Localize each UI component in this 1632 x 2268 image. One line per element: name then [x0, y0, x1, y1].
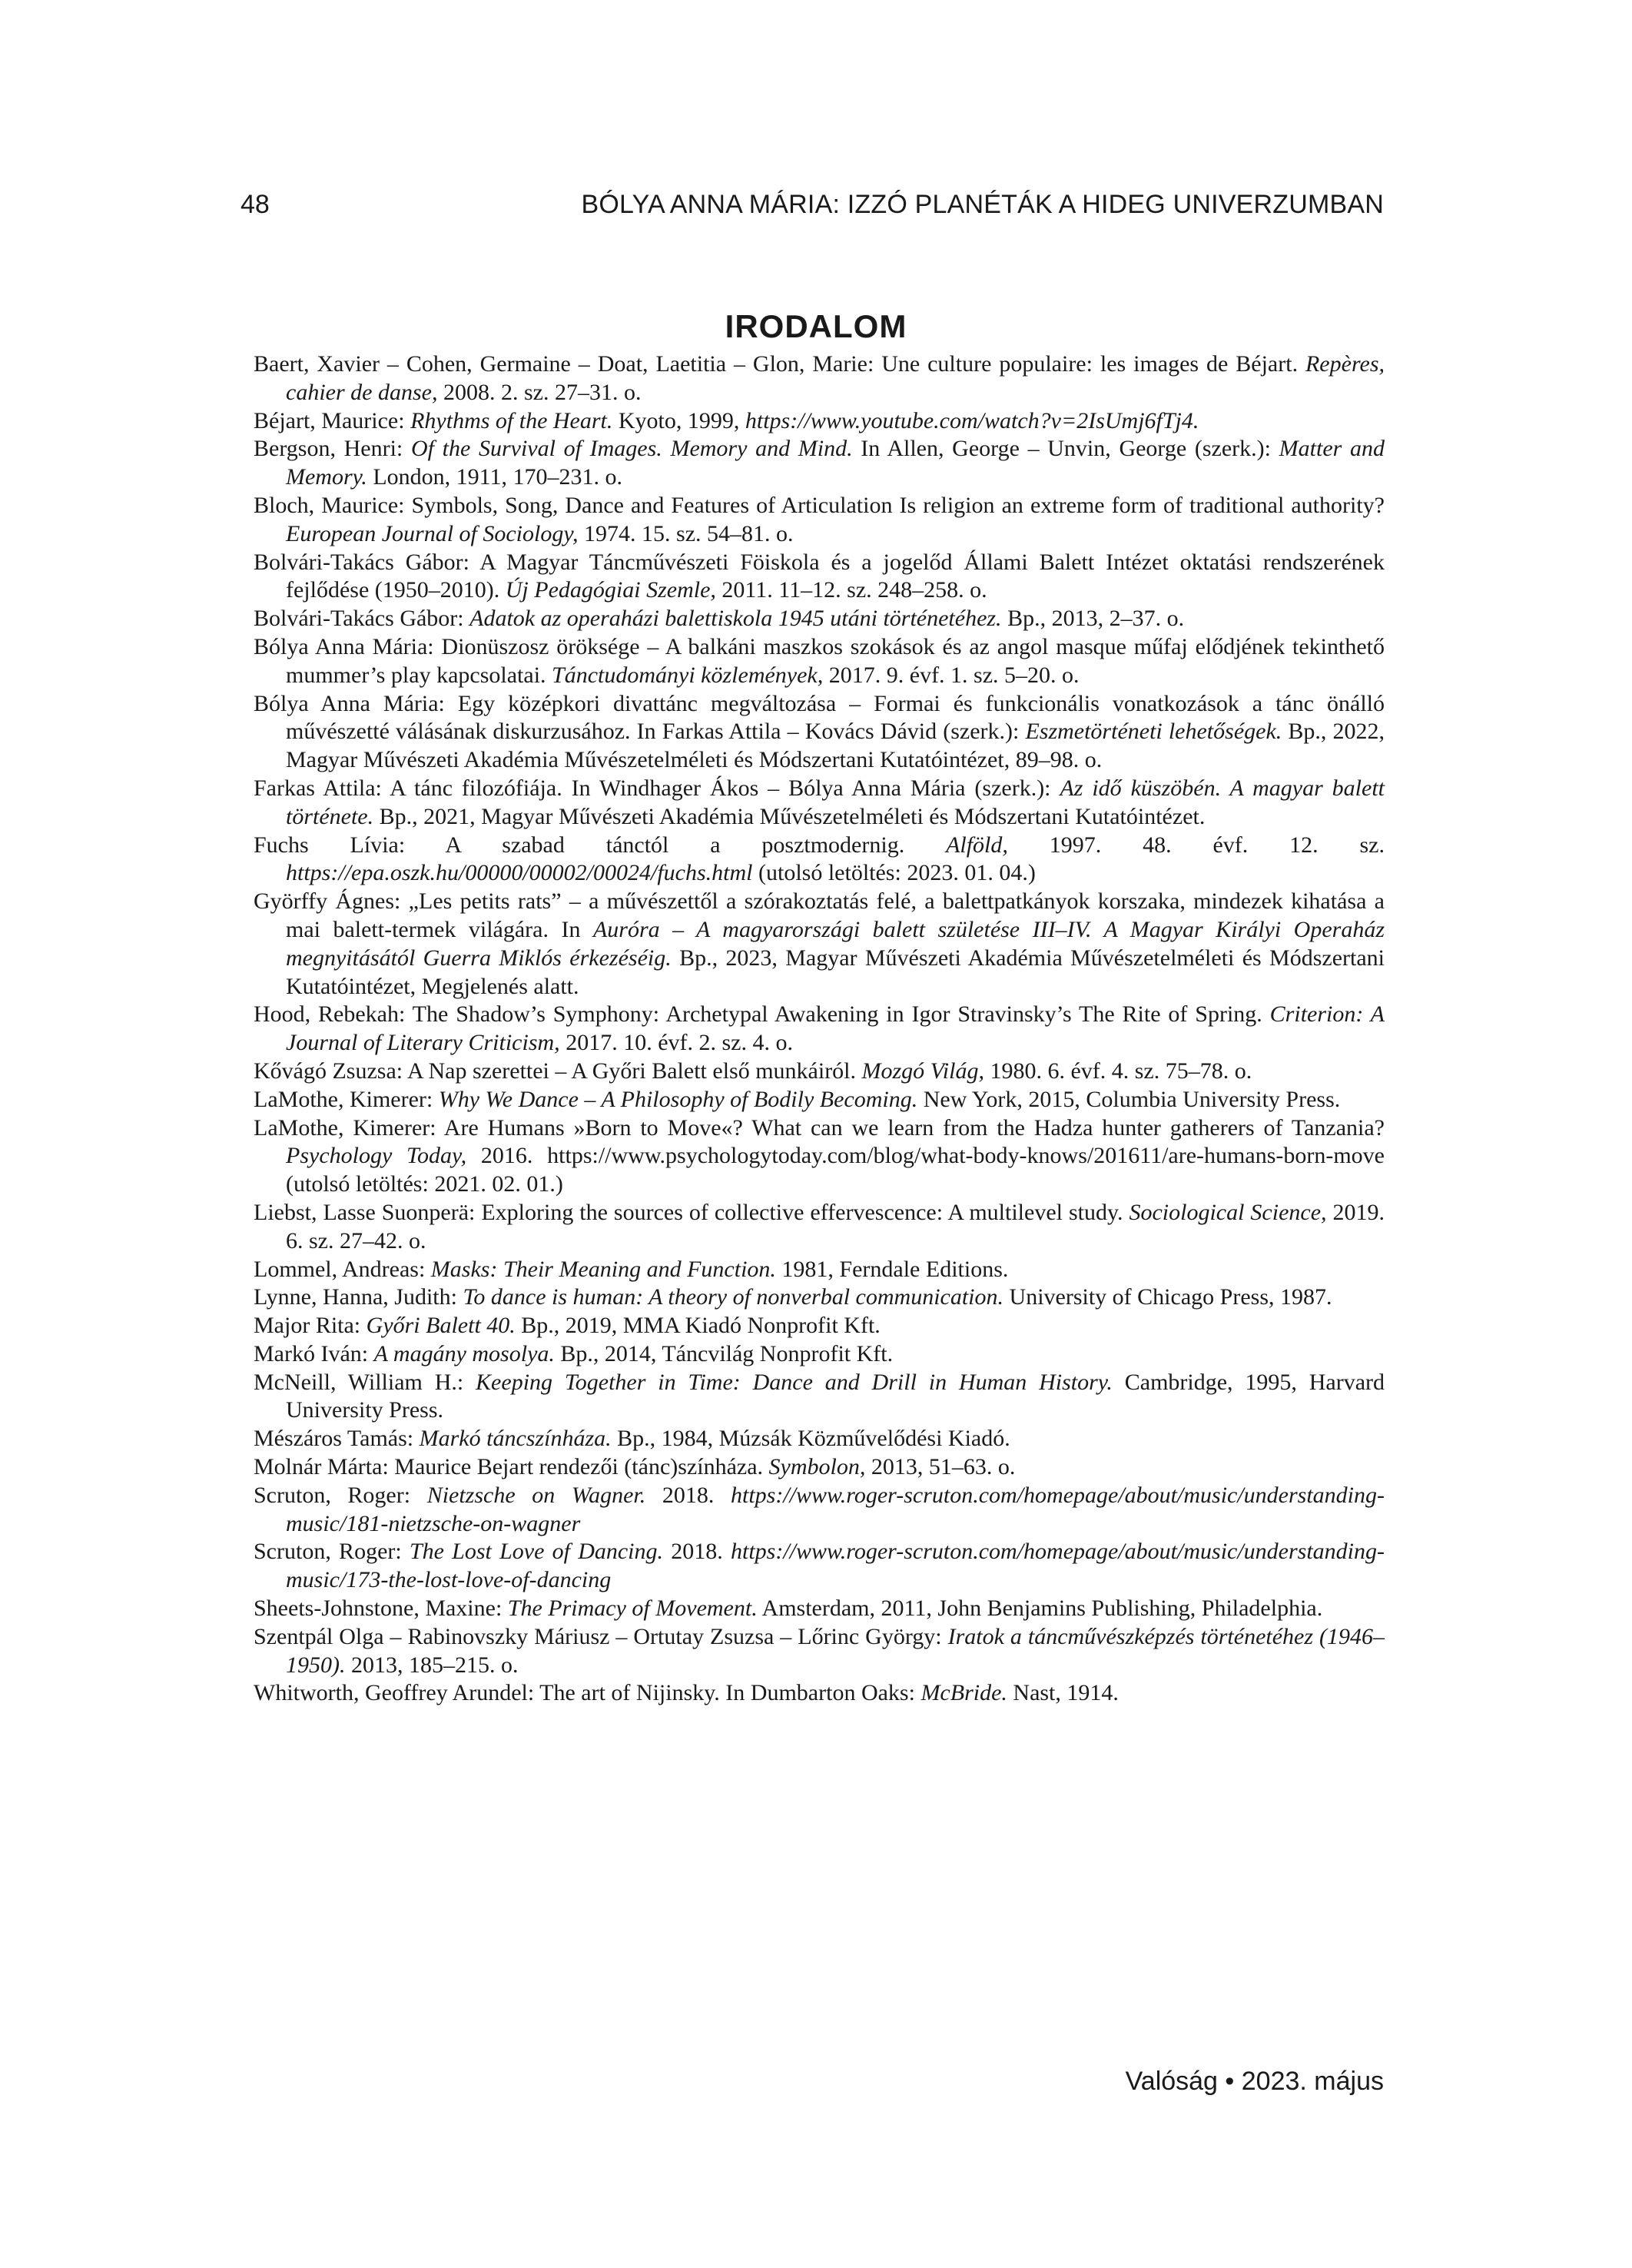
- entry-italic-segment: Auróra – A magyarországi balett születése III–IV. A Magyar Királyi Operaház megnyitásától Guerra Miklós érkezéséig.: [286, 916, 1385, 971]
- entry-italic-segment: Keeping Together in Time: Dance and Drill in Human History.: [476, 1369, 1113, 1395]
- entry-text-segment: Bolvári-Takács Gábor: A Magyar Táncművészeti Föiskola és a jogelőd Állami Balett Intézet oktatási rendszerének fejlődése (1950–2010).: [254, 549, 1385, 603]
- bibliography-entry: [254, 1340, 1385, 1369]
- entry-text-segment: Scruton, Roger:: [254, 1539, 410, 1565]
- page-number: 48: [240, 190, 270, 219]
- bibliography-entry: [254, 1086, 1385, 1114]
- entry-italic-segment: https://epa.oszk.hu/00000/00002/00024/fuchs.html: [286, 860, 753, 886]
- entry-italic-segment: Rhythms of the Heart.: [410, 407, 613, 433]
- running-title: BÓLYA ANNA MÁRIA: IZZÓ PLANÉTÁK A HIDEG UNIVERZUMBAN: [581, 190, 1384, 219]
- page-header: [240, 189, 1384, 220]
- entry-text-segment: 2018.: [663, 1539, 731, 1565]
- entry-italic-segment: Why We Dance – A Philosophy of Bodily Becoming.: [438, 1086, 918, 1112]
- entry-italic-segment: Az idő küszöbén. A magyar balett története.: [286, 775, 1385, 829]
- entry-text-segment: 2017. 10. évf. 2. sz. 4. o.: [559, 1030, 793, 1056]
- bibliography-entry: [254, 1283, 1385, 1312]
- entry-italic-segment: Nietzsche on Wagner.: [426, 1482, 646, 1508]
- page-footer: Valóság • 2023. május: [1125, 2067, 1384, 2096]
- section-title: IRODALOM: [725, 308, 907, 345]
- entry-italic-segment: Új Pedagógiai Szemle,: [505, 577, 716, 603]
- entry-text-segment: 2011. 11–12. sz. 248–258. o.: [715, 577, 987, 603]
- entry-text-segment: 2008. 2. sz. 27–31. o.: [437, 379, 642, 405]
- bibliography-entry: [254, 605, 1385, 633]
- bibliography-entry: [254, 1453, 1385, 1482]
- bibliography-entry: [254, 435, 1385, 492]
- bibliography-entry: [254, 350, 1385, 407]
- entry-text-segment: 2019. 6. sz. 27–42. o.: [286, 1199, 1385, 1254]
- entry-text-segment: Cambridge, 1995, Harvard University Press.: [286, 1369, 1385, 1423]
- entry-text-segment: 2013, 185–215. o.: [345, 1652, 519, 1678]
- entry-text-segment: New York, 2015, Columbia University Press.: [917, 1086, 1341, 1112]
- entry-text-segment: McNeill, William H.:: [254, 1369, 476, 1395]
- bibliography-entry: [254, 888, 1385, 1001]
- entry-italic-segment: Mozgó Világ,: [861, 1058, 984, 1084]
- entry-text-segment: Bp., 2014, Táncvilág Nonprofit Kft.: [554, 1340, 894, 1366]
- entry-text-segment: 1980. 6. évf. 4. sz. 75–78. o.: [984, 1058, 1252, 1084]
- entry-text-segment: Whitworth, Geoffrey Arundel: The art of Nijinsky. In Dumbarton Oaks:: [254, 1680, 921, 1706]
- entry-italic-segment: To dance is human: A theory of nonverbal communication.: [463, 1284, 1004, 1310]
- entry-text-segment: Lynne, Hanna, Judith:: [254, 1284, 463, 1310]
- entry-text-segment: In Allen, George – Unvin, George (szerk.):: [852, 436, 1279, 462]
- entry-text-segment: Szentpál Olga – Rabinovszky Máriusz – Ortutay Zsuzsa – Lőrinc György:: [254, 1623, 948, 1649]
- bibliography-entry: [254, 1425, 1385, 1453]
- entry-italic-segment: Iratok a táncművészképzés történetéhez (1946–1950).: [286, 1623, 1385, 1678]
- entry-italic-segment: Matter and Memory.: [286, 436, 1385, 490]
- bibliography-entry: [254, 1369, 1385, 1426]
- entry-italic-segment: Psychology Today,: [286, 1143, 467, 1169]
- entry-italic-segment: Alföld,: [946, 832, 1008, 858]
- entry-text-segment: Scruton, Roger:: [254, 1482, 427, 1508]
- bibliography-list: [254, 350, 1385, 1708]
- bibliography-entry: [254, 1114, 1385, 1199]
- entry-italic-segment: Symbolon,: [768, 1454, 866, 1480]
- entry-italic-segment: Of the Survival of Images. Memory and Mind.: [410, 436, 853, 462]
- entry-italic-segment: Tánctudományi közlemények,: [552, 662, 824, 688]
- bibliography-entry: [254, 775, 1385, 832]
- entry-text-segment: Sheets-Johnstone, Maxine:: [254, 1596, 508, 1622]
- entry-text-segment: Kyoto, 1999,: [612, 407, 745, 433]
- entry-text-segment: 1997. 48. évf. 12. sz.: [1007, 832, 1385, 858]
- entry-text-segment: Molnár Márta: Maurice Bejart rendezői (tánc)színháza.: [254, 1454, 769, 1480]
- entry-text-segment: Bergson, Henri:: [254, 436, 411, 462]
- entry-text-segment: Bp., 2019, MMA Kiadó Nonprofit Kft.: [515, 1313, 881, 1339]
- entry-text-segment: Bólya Anna Mária: Dionüszosz öröksége – A balkáni maszkos szokások és az angol masque műfaj elődjének tekinthető mummer’s play kapcsolatai.: [254, 633, 1385, 688]
- bibliography-entry: [254, 1623, 1385, 1680]
- entry-text-segment: Baert, Xavier – Cohen, Germaine – Doat, Laetitia – Glon, Marie: Une culture populaire: les images de Béjart.: [254, 351, 1305, 377]
- bibliography-entry: [254, 1256, 1385, 1284]
- bibliography-entry: [254, 1538, 1385, 1595]
- entry-text-segment: Bp., 1984, Múzsák Közművelődési Kiadó.: [611, 1426, 1010, 1452]
- entry-text-segment: 2016. https://www.psychologytoday.com/blog/what-body-knows/201611/are-humans-born-move (utolsó letöltés: 2021. 02. 01.): [286, 1143, 1385, 1197]
- entry-text-segment: Major Rita:: [254, 1313, 367, 1339]
- entry-text-segment: (utolsó letöltés: 2023. 01. 04.): [752, 860, 1036, 886]
- bibliography-entry: [254, 690, 1385, 775]
- entry-italic-segment: https://www.roger-scruton.com/homepage/about/music/understanding-music/173-the-lost-love-of-dancing: [286, 1539, 1385, 1593]
- entry-text-segment: Györffy Ágnes: „Les petits rats” – a művészettől a szórakoztatás felé, a balettpatkányok korszaka, mindezek kihatása a mai balett-termek világára. In: [254, 888, 1385, 942]
- entry-text-segment: Bólya Anna Mária: Egy középkori divattánc megváltozása – Formai és funkcionális vonatkozások a tánc önálló művészetté válásának diskurzusához. In Farkas Attila – Kovács Dávid (szerk.):: [254, 690, 1385, 745]
- entry-italic-segment: Győri Balett 40.: [366, 1313, 516, 1339]
- bibliography-entry: [254, 1482, 1385, 1539]
- bibliography-entry: [254, 1199, 1385, 1256]
- entry-text-segment: 2013, 51–63. o.: [865, 1454, 1016, 1480]
- entry-text-segment: Farkas Attila: A tánc filozófiája. In Windhager Ákos – Bólya Anna Mária (szerk.):: [254, 775, 1060, 801]
- entry-text-segment: 1974. 15. sz. 54–81. o.: [578, 520, 794, 546]
- entry-text-segment: Béjart, Maurice:: [254, 407, 411, 433]
- bibliography-entry: [254, 549, 1385, 606]
- entry-italic-segment: Criterion: A Journal of Literary Criticism,: [286, 1001, 1385, 1056]
- bibliography-entry: [254, 832, 1385, 888]
- entry-italic-segment: Repères, cahier de danse,: [286, 351, 1385, 405]
- bibliography-entry: [254, 1001, 1385, 1058]
- entry-text-segment: Amsterdam, 2011, John Benjamins Publishing, Philadelphia.: [757, 1596, 1323, 1622]
- bibliography-entry: [254, 633, 1385, 690]
- bibliography-entry: [254, 1595, 1385, 1623]
- bibliography-entry: [254, 407, 1385, 436]
- entry-text-segment: 2017. 9. évf. 1. sz. 5–20. o.: [823, 662, 1080, 688]
- entry-text-segment: University of Chicago Press, 1987.: [1003, 1284, 1332, 1310]
- bibliography-entry: [254, 1312, 1385, 1340]
- entry-italic-segment: https://www.youtube.com/watch?v=2IsUmj6fTj4.: [745, 407, 1199, 433]
- entry-italic-segment: Markó táncszínháza.: [419, 1426, 612, 1452]
- entry-text-segment: 2018.: [645, 1482, 731, 1508]
- entry-italic-segment: The Lost Love of Dancing.: [409, 1539, 664, 1565]
- entry-italic-segment: Masks: Their Meaning and Function.: [430, 1256, 776, 1282]
- bibliography-entry: [254, 1679, 1385, 1708]
- entry-text-segment: Nast, 1914.: [1007, 1680, 1119, 1706]
- entry-italic-segment: A magány mosolya.: [373, 1340, 555, 1366]
- entry-text-segment: 1981, Ferndale Editions.: [775, 1256, 1009, 1282]
- entry-italic-segment: https://www.roger-scruton.com/homepage/about/music/understanding-music/181-nietzsche-on-wagner: [286, 1482, 1385, 1536]
- entry-italic-segment: McBride.: [920, 1680, 1007, 1706]
- entry-text-segment: Bp., 2023, Magyar Művészeti Akadémia Művészetelméleti és Módszertani Kutatóintézet, Megjelenés alatt.: [286, 945, 1385, 999]
- entry-text-segment: Mészáros Tamás:: [254, 1426, 420, 1452]
- entry-text-segment: Hood, Rebekah: The Shadow’s Symphony: Archetypal Awakening in Igor Stravinsky’s The Rite of Spring.: [254, 1001, 1270, 1028]
- entry-text-segment: Lommel, Andreas:: [254, 1256, 431, 1282]
- entry-text-segment: London, 1911, 170–231. o.: [367, 464, 623, 490]
- entry-italic-segment: Sociological Science,: [1129, 1199, 1327, 1225]
- entry-text-segment: Bp., 2022, Magyar Művészeti Akadémia Művészetelméleti és Módszertani Kutatóintézet, 89–98. o.: [286, 719, 1385, 773]
- bibliography-entry: [254, 1058, 1385, 1086]
- entry-text-segment: Bp., 2013, 2–37. o.: [1001, 606, 1185, 632]
- entry-text-segment: Markó Iván:: [254, 1340, 374, 1366]
- entry-italic-segment: The Primacy of Movement.: [507, 1596, 758, 1622]
- entry-text-segment: Kővágó Zsuzsa: A Nap szerettei – A Győri Balett első munkáiról.: [254, 1058, 862, 1084]
- entry-text-segment: LaMothe, Kimerer: Are Humans »Born to Move«? What can we learn from the Hadza hunter gatherers of Tanzania?: [254, 1114, 1385, 1141]
- entry-italic-segment: European Journal of Sociology,: [286, 520, 579, 546]
- bibliography-entry: [254, 492, 1385, 549]
- entry-text-segment: Fuchs Lívia: A szabad tánctól a posztmodernig.: [254, 832, 947, 858]
- entry-text-segment: Bolvári-Takács Gábor:: [254, 606, 470, 632]
- entry-italic-segment: Adatok az operaházi balettiskola 1945 utáni történetéhez.: [469, 606, 1002, 632]
- entry-text-segment: Liebst, Lasse Suonperä: Exploring the sources of collective effervescence: A multilevel study.: [254, 1199, 1129, 1225]
- entry-italic-segment: Eszmetörténeti lehetőségek.: [1025, 719, 1282, 745]
- entry-text-segment: Bp., 2021, Magyar Művészeti Akadémia Művészetelméleti és Módszertani Kutatóintézet.: [373, 803, 1206, 829]
- entry-text-segment: Bloch, Maurice: Symbols, Song, Dance and Features of Articulation Is religion an extreme form of traditional authority?: [254, 492, 1385, 518]
- entry-text-segment: LaMothe, Kimerer:: [254, 1086, 439, 1112]
